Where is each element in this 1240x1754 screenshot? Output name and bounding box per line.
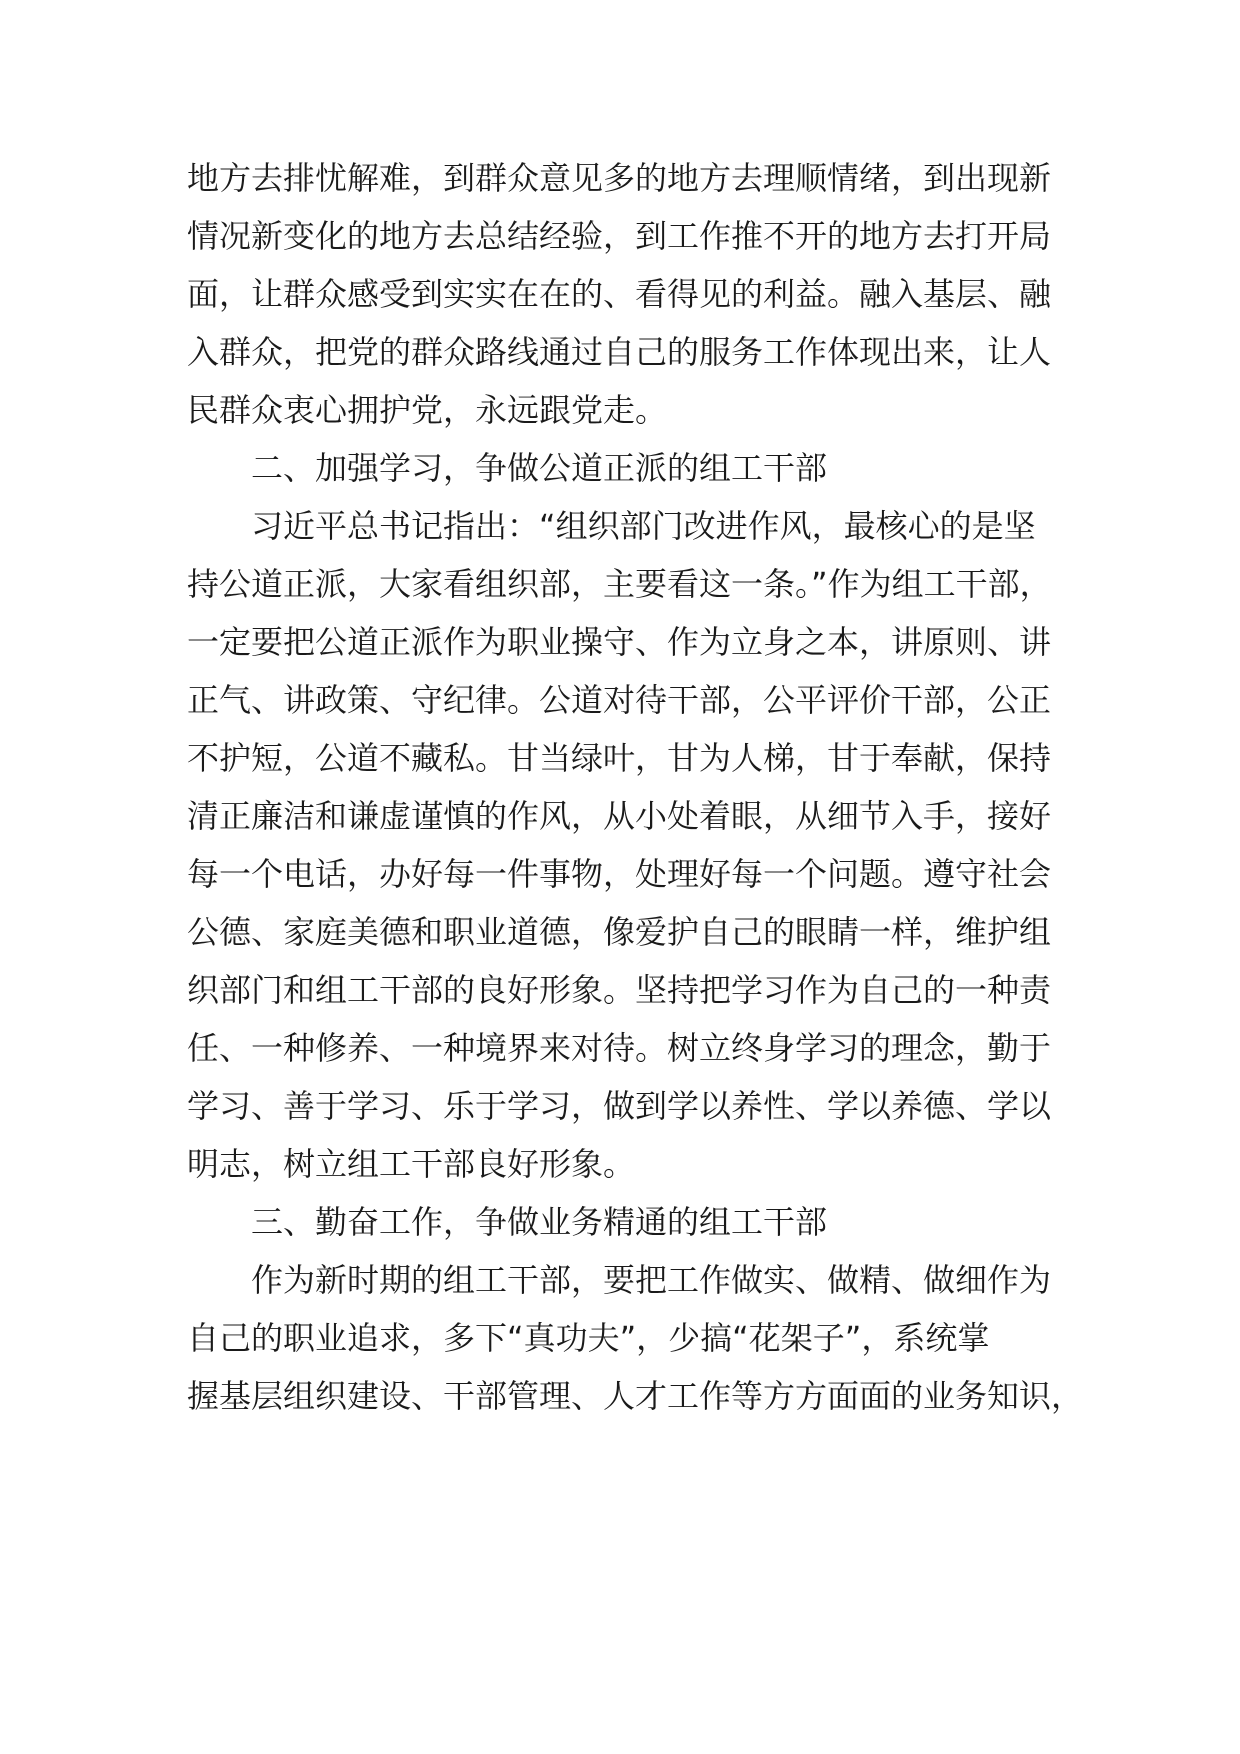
body-text-line: 公德、家庭美德和职业道德，像爱护自己的眼睛一样，维护组 (187, 913, 1052, 951)
body-text-line: 入群众，把党的群众路线通过自己的服务工作体现出来，让人 (187, 333, 1052, 371)
body-text-line: 明志，树立组工干部良好形象。 (187, 1145, 636, 1183)
body-text-line: 每一个电话，办好每一件事物，处理好每一个问题。遵守社会 (187, 855, 1052, 893)
body-text-line: 地方去排忧解难，到群众意见多的地方去理顺情绪，到出现新 (187, 159, 1052, 197)
body-text-line: 握基层组织建设、干部管理、人才工作等方方面面的业务知识， (187, 1377, 1084, 1415)
body-text-line: 织部门和组工干部的良好形象。坚持把学习作为自己的一种责 (187, 971, 1052, 1009)
section-heading: 三、勤奋工作，争做业务精通的组工干部 (251, 1203, 828, 1241)
body-text-line: 任、一种修养、一种境界来对待。树立终身学习的理念，勤于 (187, 1029, 1052, 1067)
body-text-line: 不护短，公道不藏私。甘当绿叶，甘为人梯，甘于奉献，保持 (187, 739, 1052, 777)
body-text-line: 一定要把公道正派作为职业操守、作为立身之本，讲原则、讲 (187, 623, 1052, 661)
body-text-line: 民群众衷心拥护党，永远跟党走。 (187, 391, 668, 429)
body-text-line: 学习、善于学习、乐于学习，做到学以养性、学以养德、学以 (187, 1087, 1052, 1125)
body-text-line: 自己的职业追求，多下“真功夫”，少搞“花架子”，系统掌 (187, 1319, 990, 1357)
section-heading: 二、加强学习，争做公道正派的组工干部 (251, 449, 828, 487)
body-text-line: 持公道正派，大家看组织部，主要看这一条。”作为组工干部， (187, 565, 1052, 603)
body-text-line: 正气、讲政策、守纪律。公道对待干部，公平评价干部，公正 (187, 681, 1052, 719)
body-text-line: 清正廉洁和谦虚谨慎的作风，从小处着眼，从细节入手，接好 (187, 797, 1052, 835)
body-text-line: 情况新变化的地方去总结经验，到工作推不开的地方去打开局 (187, 217, 1052, 255)
body-text-line: 习近平总书记指出：“组织部门改进作风，最核心的是坚 (251, 507, 1036, 545)
body-text-line: 面，让群众感受到实实在在的、看得见的利益。融入基层、融 (187, 275, 1052, 313)
body-text-line: 作为新时期的组工干部，要把工作做实、做精、做细作为 (251, 1261, 1052, 1299)
